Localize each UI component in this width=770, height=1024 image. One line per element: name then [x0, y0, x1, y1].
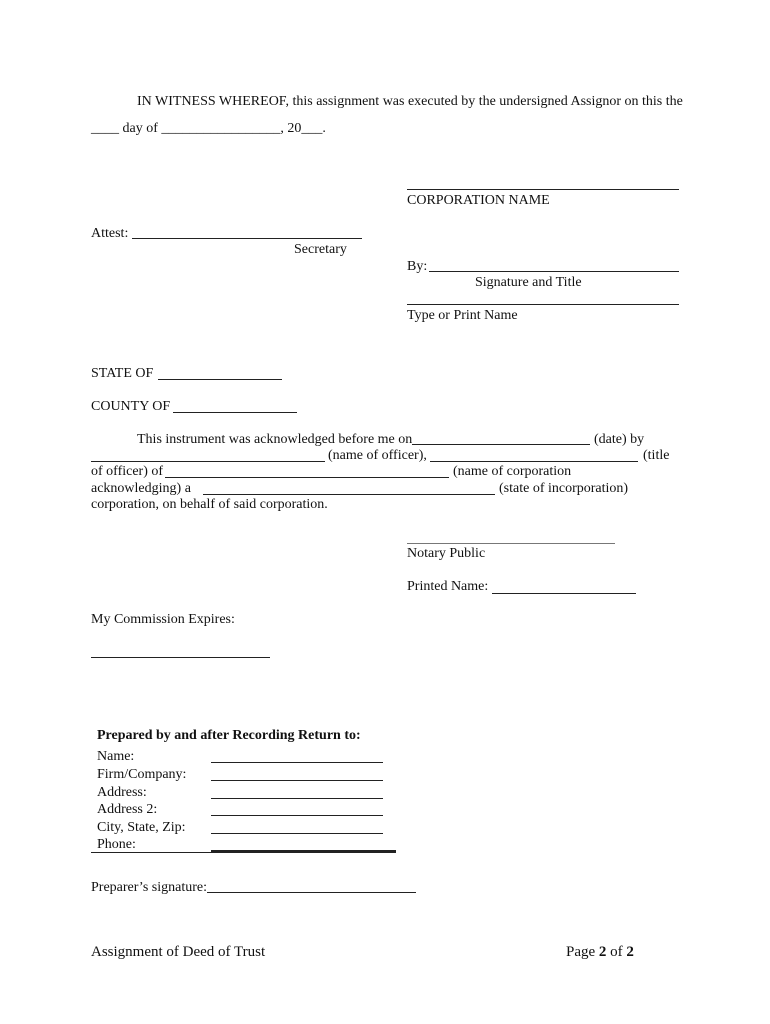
footer-page-total: 2 — [626, 944, 634, 960]
preparer-signature-line — [207, 892, 416, 893]
ack-state-line — [203, 494, 495, 495]
footer-page-number — [566, 944, 634, 960]
by-signature-line — [429, 271, 679, 272]
county-of-label: COUNTY OF — [91, 399, 171, 414]
ack-line-5: corporation, on behalf of said corporation. — [91, 497, 328, 512]
witness-line-2: ____ day of _________________, 20___. — [91, 121, 326, 136]
notary-signature-line — [407, 543, 615, 544]
prepared-by-heading: Prepared by and after Recording Return to: — [97, 728, 361, 743]
by-label: By: — [407, 259, 428, 274]
ack-line-4-end: (state of incorporation) — [499, 481, 629, 496]
ack-officer-name-line — [91, 461, 325, 462]
ack-line-3-start: of officer) of — [91, 464, 164, 479]
county-of-line — [173, 412, 297, 413]
corporation-name-line — [407, 189, 679, 190]
ack-date-line — [412, 444, 590, 445]
ack-line-2-mid: (name of officer), — [328, 448, 427, 463]
prepared-field-firm-label: Firm/Company: — [97, 767, 187, 782]
prepared-field-name-label: Name: — [97, 749, 135, 764]
footer-page-word: Page — [566, 944, 596, 960]
printed-name-label: Printed Name: — [407, 579, 489, 594]
prepared-field-address2-label: Address 2: — [97, 802, 158, 817]
prepared-field-firm-line — [211, 780, 383, 781]
state-of-label: STATE OF — [91, 366, 154, 381]
ack-title-line — [430, 461, 638, 462]
attest-line — [132, 238, 362, 239]
signature-title-label: Signature and Title — [475, 275, 582, 290]
prepared-field-address-line — [211, 798, 383, 799]
prepared-field-city-label: City, State, Zip: — [97, 820, 186, 835]
type-print-name-label: Type or Print Name — [407, 308, 518, 323]
notary-public-label: Notary Public — [407, 546, 486, 561]
ack-line-1-start: This instrument was acknowledged before me on — [137, 432, 413, 447]
attest-label: Attest: — [91, 226, 129, 241]
prepared-field-name-line — [211, 762, 383, 763]
prepared-field-city-line — [211, 833, 383, 834]
prepared-field-phone-label: Phone: — [97, 837, 136, 852]
ack-corporation-line — [165, 477, 449, 478]
footer-page-current: 2 — [598, 944, 607, 960]
ack-line-4-start: acknowledging) a — [91, 481, 191, 496]
prepared-field-phone-line — [211, 850, 396, 852]
printed-name-line — [492, 593, 636, 594]
footer-page-of: of — [610, 944, 623, 960]
prepared-field-address2-line — [211, 815, 383, 816]
ack-line-3-end: (name of corporation — [453, 464, 572, 479]
prepared-block-bottom-rule — [91, 852, 396, 853]
ack-line-2-end: (title — [643, 448, 670, 463]
prepared-field-address-label: Address: — [97, 785, 147, 800]
ack-line-1-end: (date) by — [594, 432, 645, 447]
commission-expires-label: My Commission Expires: — [91, 612, 235, 627]
secretary-label: Secretary — [294, 242, 347, 257]
type-print-name-line — [407, 304, 679, 305]
corporation-name-label: CORPORATION NAME — [407, 193, 550, 208]
state-of-line — [158, 379, 282, 380]
preparer-signature-label: Preparer’s signature: — [91, 880, 207, 895]
footer-doc-title: Assignment of Deed of Trust — [91, 944, 266, 960]
commission-expires-line — [91, 657, 270, 658]
witness-line-1: IN WITNESS WHEREOF, this assignment was executed by the undersigned Assignor on this the — [137, 94, 683, 109]
